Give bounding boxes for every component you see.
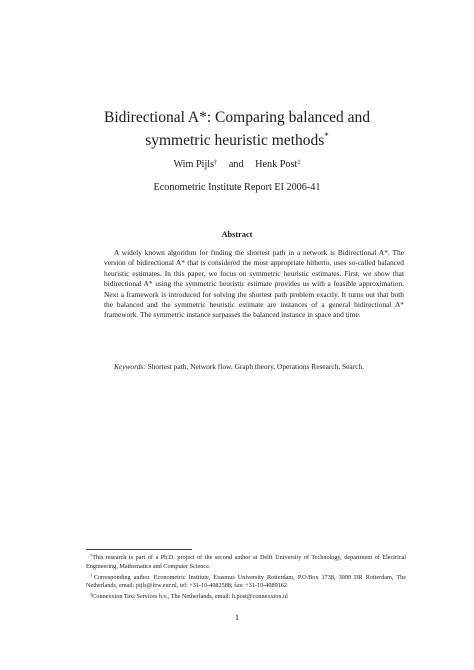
footnote [86, 591, 406, 602]
footnotes [86, 552, 406, 602]
footnote [86, 572, 406, 591]
author-name: Wim Pijls [173, 159, 215, 170]
footnote-text: This research is part of a Ph.D. project of the second author at Delft University of Technology, department of Electrical Engineering, Mathematics and Computer Science. [86, 554, 406, 570]
keywords-label: Keywords: [114, 362, 146, 371]
abstract-heading: Abstract [221, 230, 253, 239]
page-number: 1 [234, 612, 240, 622]
footnote-text: Corresponding author. Econometric Institute, Erasmus University Rotterdam, P.O.Box 1738, 3000 DR Rotterdam, The Netherlands, email: pijls@few.eur.nl, tel: +31-10-4082588; fax: +31-10-4089162 [86, 573, 406, 589]
footnote [86, 552, 406, 571]
paper-title [80, 108, 394, 150]
author-line [80, 157, 394, 171]
author-footnote-mark: ‡ [297, 159, 301, 166]
paper-title-text: Bidirectional A*: Comparing balanced and symmetric heuristic methods [103, 109, 370, 149]
footnote-mark: ‡ [90, 592, 93, 597]
footnote-mark: * [90, 553, 93, 558]
report-number: Econometric Institute Report EI 2006-41 [153, 182, 321, 193]
abstract-text: A widely known algorithm for finding the shortest path in a network is Bidirectional A*. The version of bidirectional A* that is considered the most appropriate hitherto, uses so-called balanced heuristic estimates. In this paper, we focus on symmetric heuristic estimates. First, we show that bidirectional A* using the symmetric heuristic estimate provides us with a feasible approximation. Next a framework is introduced for solving the shortest path problem exactly. It turns out that both the balanced and the symmetric heuristic estimate are instances of a general bidirectional A* framework. The symmetric instance surpasses the balanced instance in space and time. [104, 248, 404, 320]
footnote-divider [86, 549, 192, 550]
keywords-text: Shortest path, Network flow, Graph theory, Operations Research, Search. [147, 362, 364, 371]
footnote-text: Connexxion Taxi Services b.v., The Netherlands, email: h.post@connexxion.nl [92, 593, 288, 600]
author-footnote-mark: † [214, 159, 218, 166]
footnote-mark: † [90, 572, 94, 578]
title-footnote-mark: * [324, 131, 329, 141]
keywords-line [104, 362, 408, 372]
author-separator: and [228, 159, 244, 170]
author-name: Henk Post [255, 159, 298, 170]
